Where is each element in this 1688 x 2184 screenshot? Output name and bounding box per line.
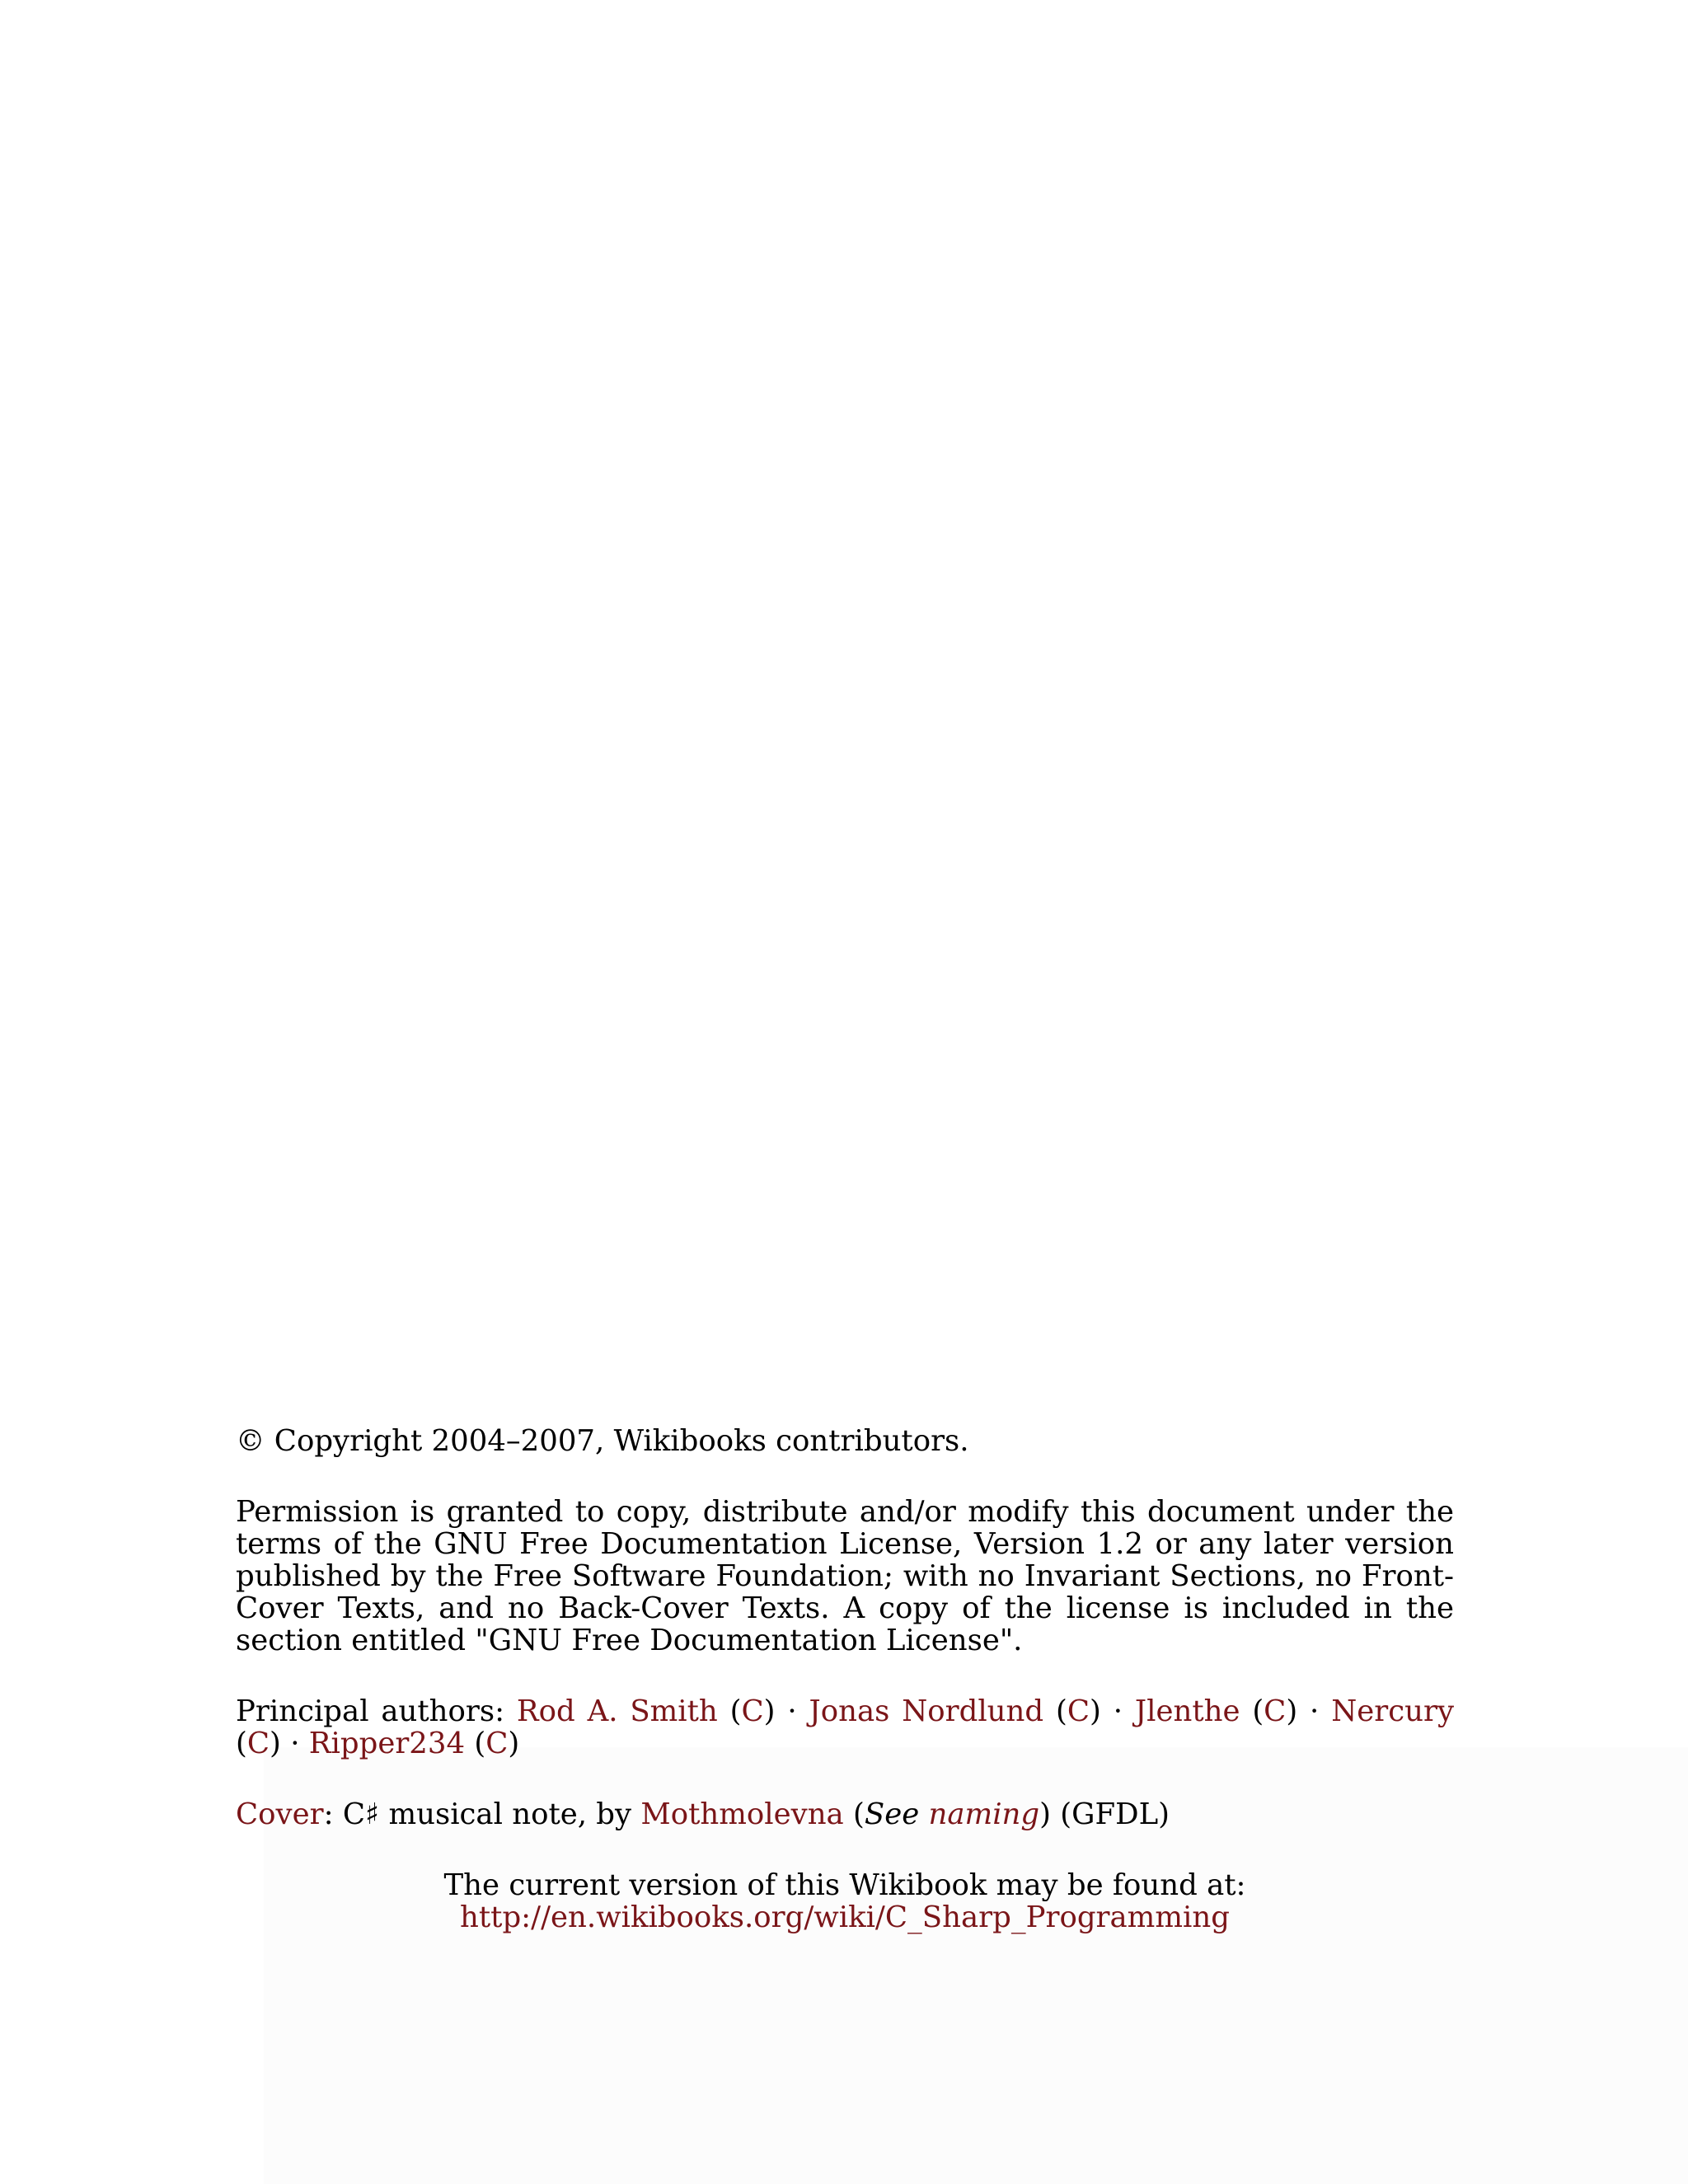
- copyright-page: [236, 1425, 1454, 1933]
- authors-label: Principal authors:: [236, 1694, 517, 1728]
- cover-link[interactable]: Cover: [236, 1797, 324, 1831]
- author-contrib-link[interactable]: C: [741, 1694, 764, 1728]
- author-contrib-link[interactable]: C: [246, 1727, 270, 1760]
- cover-credit: Cover: C♯ musical note, by Mothmolevna (See naming) (GFDL): [236, 1797, 1170, 1831]
- author-link-rod-a-smith[interactable]: Rod A. Smith: [516, 1694, 718, 1728]
- see-label: See: [864, 1797, 920, 1831]
- author-separator: ·: [290, 1727, 300, 1760]
- author-separator: ·: [787, 1694, 797, 1728]
- current-version-text: The current version of this Wikibook may be found at:: [443, 1868, 1246, 1902]
- current-version-notice: [236, 1869, 1454, 1933]
- author-contrib-link[interactable]: C: [485, 1727, 509, 1760]
- author-separator: ·: [1113, 1694, 1123, 1728]
- author-link-jlenthe[interactable]: Jlenthe: [1134, 1694, 1240, 1728]
- naming-link[interactable]: naming: [928, 1797, 1040, 1831]
- author-separator: ·: [1310, 1694, 1320, 1728]
- author-link-ripper234[interactable]: Ripper234: [308, 1727, 466, 1760]
- author-contrib-link[interactable]: C: [1264, 1694, 1287, 1728]
- copyright-notice: © Copyright 2004–2007, Wikibooks contributors.: [236, 1424, 969, 1458]
- author-link-jonas-nordlund[interactable]: Jonas Nordlund: [809, 1694, 1044, 1728]
- author-contrib-link[interactable]: C: [1067, 1694, 1090, 1728]
- wikibook-url-link[interactable]: http://en.wikibooks.org/wiki/C_Sharp_Programming: [460, 1900, 1230, 1934]
- author-link-nercury[interactable]: Nercury: [1331, 1694, 1454, 1728]
- license-permission: Permission is granted to copy, distribute and/or modify this document under the terms of the GNU Free Documentation License, Version 1.2 or any later version published by the Free Software Foundation; with no Invariant Sections, no Front-Cover Texts, and no Back-Cover Texts. A copy of the license is included in the section entitled "GNU Free Documentation License".: [236, 1495, 1454, 1657]
- cover-author-link[interactable]: Mothmolevna: [640, 1797, 844, 1831]
- principal-authors: Principal authors: Rod A. Smith (C) · Jonas Nordlund (C) · Jlenthe (C) · Nercury (C) · Ripper234 (C): [236, 1694, 1454, 1760]
